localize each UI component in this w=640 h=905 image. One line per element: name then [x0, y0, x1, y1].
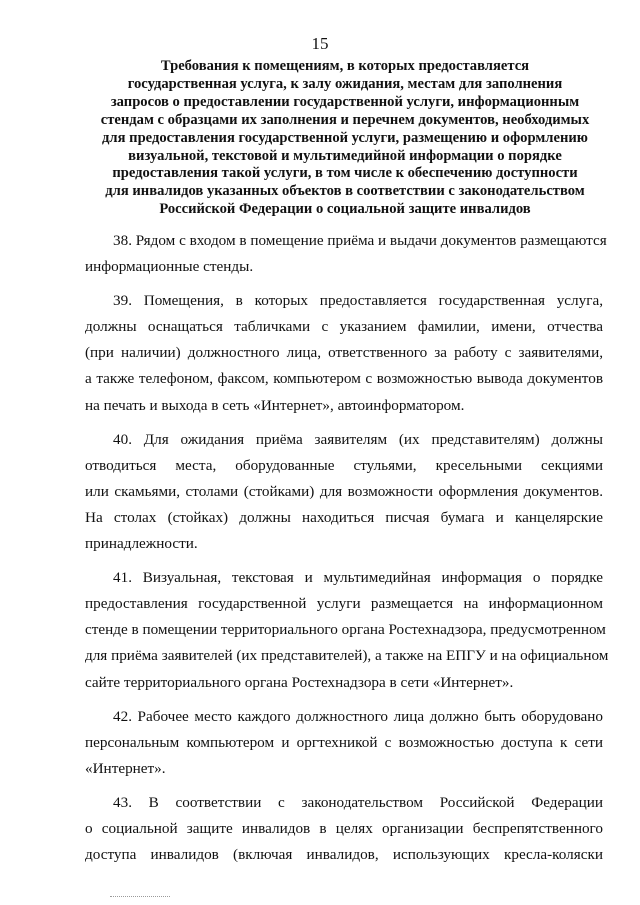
paragraph-41: [85, 565, 609, 695]
paragraph-40: [85, 427, 603, 557]
heading-line: запросов о предоставлении государственной услуги, информационным: [110, 93, 580, 110]
heading-line: визуальной, текстовой и мультимедийной информации о порядке: [128, 147, 562, 164]
heading-line: Требования к помещениям, в которых предоставляется: [160, 58, 530, 74]
paragraph-38: [85, 228, 607, 280]
text-line: доступа инвалидов (включая инвалидов, использующих кресла-коляски: [85, 846, 603, 864]
text-line: персональным компьютером и оргтехникой с возможностью доступа к сети: [85, 733, 603, 751]
text-line: информационные стенды.: [85, 258, 254, 276]
text-line: 42. Рабочее место каждого должностного лица должно быть оборудовано: [113, 707, 603, 725]
text-line: отводиться места, оборудованные стульями, кресельными секциями: [85, 456, 603, 474]
text-line: На столах (стойках) должны находиться писчая бумага и канцелярские: [85, 508, 603, 526]
section-heading: [82, 58, 608, 219]
heading-line: Российской Федерации о социальной защите инвалидов: [159, 201, 531, 218]
text-line: сайте территориального органа Ростехнадзора в сети «Интернет».: [85, 673, 514, 691]
text-line: 43. В соответствии с законодательством Российской Федерации: [113, 793, 603, 811]
page-number: 15: [311, 34, 329, 53]
text-line: принадлежности.: [85, 535, 198, 553]
text-line: для приёма заявителей (их представителей), а также на ЕПГУ и на официальном: [85, 647, 609, 665]
text-line: стенде в помещении территориального органа Ростехнадзора, предусмотренном: [85, 621, 606, 639]
heading-line: для предоставления государственной услуги, размещению и оформлению: [102, 129, 588, 146]
paragraph-42: [85, 704, 603, 782]
text-line: 41. Визуальная, текстовая и мультимедийная информация о порядке: [113, 569, 603, 587]
heading-line: для инвалидов указанных объектов в соответствии с законодательством: [105, 183, 585, 200]
text-line: о социальной защите инвалидов в целях организации беспрепятственного: [85, 819, 603, 837]
text-line: на печать и выхода в сеть «Интернет», автоинформатором.: [85, 396, 465, 414]
text-line: «Интернет».: [85, 759, 166, 777]
heading-line: стендам с образцами их заполнения и перечнем документов, необходимых: [100, 111, 590, 128]
heading-line: государственная услуга, к залу ожидания, местам для заполнения: [127, 75, 563, 92]
text-line: 38. Рядом с входом в помещение приёма и выдачи документов размещаются: [113, 232, 607, 249]
text-line: должны оснащаться табличками с указанием фамилии, имени, отчества: [85, 318, 603, 336]
scan-artifact: [110, 894, 170, 897]
text-line: 39. Помещения, в которых предоставляется государственная услуга,: [113, 292, 603, 310]
paragraph-39: [85, 288, 603, 418]
paragraph-43: [85, 790, 603, 868]
text-line: предоставления государственной услуги размещается на информационном: [85, 595, 603, 613]
text-line: (при наличии) должностного лица, ответственного за работу с заявителями,: [85, 344, 603, 362]
body-text: [85, 228, 609, 876]
heading-line: предоставления такой услуги, в том числе к обеспечению доступности: [112, 165, 578, 182]
text-line: или скамьями, столами (стойками) для возможности оформления документов.: [85, 482, 603, 500]
text-line: 40. Для ожидания приёма заявителям (их представителям) должны: [113, 430, 603, 448]
text-line: а также телефоном, факсом, компьютером с возможностью вывода документов: [85, 370, 603, 388]
